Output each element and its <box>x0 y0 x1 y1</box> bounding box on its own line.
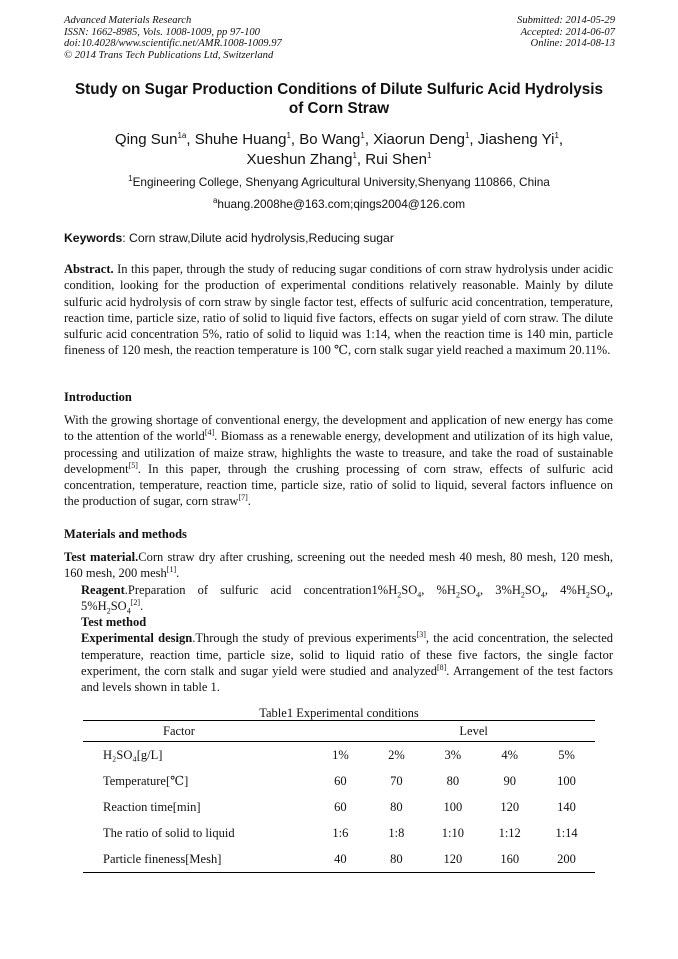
author-sep: , <box>558 131 564 148</box>
subscript: 4 <box>475 590 480 600</box>
test-material-paragraph <box>64 549 613 582</box>
author-sup: 1 <box>464 131 470 140</box>
level-cell: 100 <box>443 799 463 814</box>
subscript: 2 <box>455 590 460 600</box>
level-cell: 160 <box>481 846 538 873</box>
factor-cell: H₂SO₄[g/L] <box>103 747 163 762</box>
keywords-label: Keywords <box>64 231 123 245</box>
level-cell: 140 <box>557 799 576 814</box>
level-cell: 80 <box>446 773 460 788</box>
paper-title <box>40 80 638 118</box>
level-cell: 40 <box>312 846 368 873</box>
author-name: Xiaorun Deng <box>373 131 465 148</box>
level-cell: 100 <box>557 773 576 788</box>
table-row <box>83 820 595 846</box>
intro-text: . In this paper, through the crushing processing of corn straw, effects of sulfuric acid concentration, temperature, reaction time, particle size, ratio of solid to liquid, several factors influence on the production of sugar, corn straw <box>64 461 613 509</box>
level-cell: 1:6 <box>332 825 349 840</box>
table-row <box>83 846 595 873</box>
level-cell: 200 <box>538 846 595 873</box>
subscript: 4 <box>540 590 545 600</box>
author-sep: , <box>290 131 300 148</box>
author-sep: , <box>356 151 366 168</box>
author-sup: 1 <box>286 131 291 140</box>
table-header-row <box>83 721 595 742</box>
level-cell: 60 <box>334 799 347 814</box>
level-cell: 2% <box>388 747 405 762</box>
author-sup: 1 <box>426 151 432 160</box>
author-name: Xueshun Zhang <box>246 151 353 168</box>
table-row <box>83 768 595 794</box>
citation: [5] <box>128 460 138 470</box>
reagent-text: , 3%H <box>479 582 521 597</box>
citation: [3] <box>416 630 426 640</box>
level-cell: 80 <box>390 799 403 814</box>
reagent-text: SO <box>110 598 127 613</box>
citation: [2] <box>130 597 141 607</box>
affiliation <box>40 175 638 190</box>
test-method-label: Test method <box>81 615 147 630</box>
intro-text: . Biomass as a renewable energy, development and utilization of its high value, processing and utilization of maize straw, highlights the waste to treasure, and take the road of sustainable development <box>64 429 613 476</box>
subscript: 4 <box>417 590 422 600</box>
section-heading-methods: Materials and methods <box>64 527 187 541</box>
table-row <box>83 742 595 769</box>
reagent-label: Reagent <box>81 582 125 597</box>
doi-line: doi:10.4028/www.scientific.net/AMR.1008-1009.97 <box>64 38 282 50</box>
citation: [4] <box>204 428 215 438</box>
level-cell: 1:12 <box>498 825 521 840</box>
keywords <box>64 231 614 246</box>
experimental-design-label: Experimental design <box>81 631 193 646</box>
exp-text: , the acid concentration, the selected temperature, reaction time, particle size, solid to liquid ratio of these five factors, the single factor experiment, the corn stalk and sugar yield were studied and analyzed <box>81 631 613 679</box>
author-sup: 1 <box>554 131 559 140</box>
author-name: Shuhe Huang <box>194 131 287 148</box>
introduction-paragraph <box>64 412 613 510</box>
title-line-1: Study on Sugar Production Conditions of Dilute Sulfuric Acid Hydrolysis <box>74 81 604 98</box>
level-cell: 60 <box>334 773 347 788</box>
abstract-label: Abstract. <box>64 262 114 276</box>
experimental-conditions-table <box>83 720 595 873</box>
reagent-text: SO <box>524 582 541 597</box>
level-cell: 1:14 <box>555 825 578 840</box>
subscript: 2 <box>106 606 111 616</box>
author-line-2 <box>40 150 638 170</box>
citation: [1] <box>166 565 177 575</box>
factor-cell: Reaction time[min] <box>103 799 201 814</box>
issn-line: ISSN: 1662-8985, Vols. 1008-1009, pp 97-100 <box>64 26 260 38</box>
subscript: 2 <box>520 590 525 600</box>
author-line-1 <box>40 130 638 150</box>
test-method-heading <box>64 614 613 630</box>
submitted-date: Submitted: 2014-05-29 <box>517 15 615 26</box>
punct: . <box>176 566 180 581</box>
title-line-2: of Corn Straw <box>288 100 390 117</box>
factor-cell: The ratio of solid to liquid <box>103 825 235 840</box>
abstract <box>64 261 613 359</box>
journal-name: Advanced Materials Research <box>64 15 192 26</box>
reagent-text: , 5%H <box>81 582 613 613</box>
table-row <box>83 794 595 820</box>
reagent-text: SO <box>459 582 476 597</box>
citation: [8] <box>436 662 447 672</box>
author-sup: 1a <box>177 131 187 140</box>
intro-text: With the growing shortage of conventional energy, the development and application of new energy has come to the attention of the world <box>64 413 613 444</box>
affiliation-text: Engineering College, Shenyang Agricultural University,Shenyang 110866, China <box>132 175 550 189</box>
author-sup: 1 <box>360 131 365 140</box>
factor-cell: Particle fineness[Mesh] <box>83 846 312 873</box>
subscript: 4 <box>605 590 610 600</box>
reagent-text: , %H <box>421 582 456 597</box>
header-factor: Factor <box>83 721 312 742</box>
test-material-text: Corn straw dry after crushing, screening out the needed mesh 40 mesh, 80 mesh, 120 mesh, 160 mesh, 200 mesh <box>64 550 613 581</box>
intro-text: . <box>247 494 251 509</box>
email-sup: a <box>212 196 218 206</box>
subscript: 4 <box>126 606 131 616</box>
level-cell: 90 <box>503 773 516 788</box>
author-name: Qing Sun <box>114 131 178 148</box>
affiliation-sup: 1 <box>128 174 133 184</box>
online-date: Online: 2014-08-13 <box>530 38 615 50</box>
exp-text: .Through the study of previous experiments <box>192 631 417 646</box>
author-sep: , <box>364 131 374 148</box>
accepted-date: Accepted: 2014-06-07 <box>520 26 615 38</box>
test-material-label: Test material. <box>64 550 139 564</box>
author-name: Jiasheng Yi <box>477 131 555 148</box>
email-text[interactable]: huang.2008he@163.com;qings2004@126.com <box>217 197 466 211</box>
factor-cell: Temperature[℃] <box>103 774 189 788</box>
reagent-text: .Preparation of sulfuric acid concentration1%H <box>124 582 398 597</box>
level-cell: 1:8 <box>388 825 405 840</box>
methods-block <box>64 549 613 696</box>
level-cell: 1:10 <box>441 825 464 840</box>
punct: . <box>140 598 144 613</box>
level-cell: 120 <box>500 799 520 814</box>
abstract-text: In this paper, through the study of reducing sugar conditions of corn straw hydrolysis under acidic condition, looking for the production of experimental conditions relatively reasonable. Mainly by dilute sulfuric acid hydrolysis of corn straw by single factor test, effects of sulfuric acid concentration, temperature, reaction time, particle size, ratio of solid to liquid five factors, effects on sugar yield of corn straw. The dilute sulfuric acid concentration 5%, ratio of solid to liquid was 1:14, when the reaction time is 140 min, particle fineness of 120 mesh, the reaction temperature is 100 ℃, corn stalk sugar yield reached a maximum 20.11%. <box>64 262 613 358</box>
journal-header <box>64 15 282 61</box>
copyright-line: © 2014 Trans Tech Publications Ltd, Switzerland <box>64 49 274 61</box>
reagent-text: SO <box>589 582 606 597</box>
level-cell: 80 <box>368 846 424 873</box>
level-cell: 1% <box>332 747 349 762</box>
experimental-design-paragraph <box>64 630 613 695</box>
author-sup: 1 <box>352 151 357 160</box>
level-cell: 70 <box>390 773 403 788</box>
level-cell: 120 <box>424 846 481 873</box>
author-name: Bo Wang <box>299 131 361 148</box>
subscript: 2 <box>585 590 590 600</box>
author-sep: , <box>469 131 478 148</box>
section-heading-introduction: Introduction <box>64 390 132 404</box>
author-list <box>40 130 638 170</box>
dates-header <box>517 15 615 50</box>
level-cell: 4% <box>501 747 519 762</box>
exp-text: . Arrangement of the test factors and levels shown in table 1. <box>81 664 613 695</box>
reagent-text: SO <box>401 582 418 597</box>
subscript: 2 <box>397 590 402 600</box>
header-level: Level <box>312 721 595 742</box>
keywords-text: : Corn straw,Dilute acid hydrolysis,Reducing sugar <box>122 231 394 245</box>
table-caption: Table1 Experimental conditions <box>259 706 419 720</box>
author-sep: , <box>186 131 195 148</box>
level-cell: 5% <box>558 747 575 762</box>
author-name: Rui Shen <box>365 151 427 168</box>
citation: [7] <box>238 493 248 503</box>
reagent-paragraph <box>64 582 613 615</box>
email-line <box>40 197 638 212</box>
level-cell: 3% <box>444 747 462 762</box>
reagent-text: , 4%H <box>544 582 586 597</box>
